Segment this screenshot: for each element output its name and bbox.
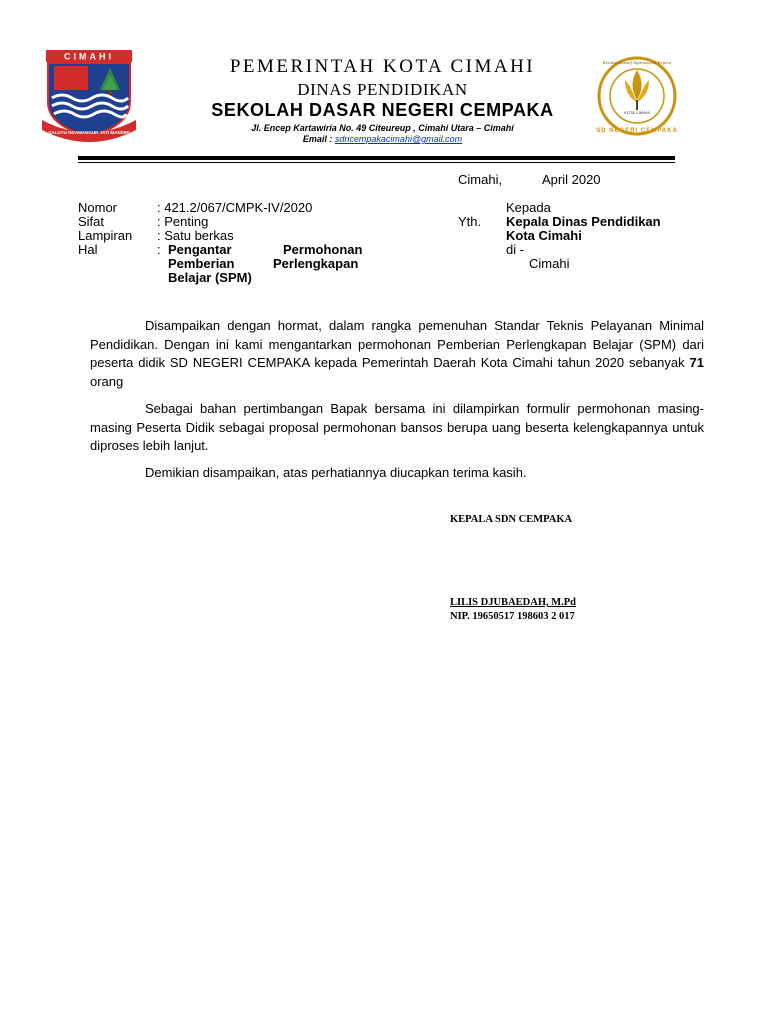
school-email-line <box>160 134 605 144</box>
email-link[interactable]: sdncempakacimahi@gmail.com <box>334 134 463 144</box>
sifat-label: Sifat <box>78 214 105 229</box>
nomor-value: : 421.2/067/CMPK-IV/2020 <box>157 200 313 215</box>
hal-label: Hal <box>78 242 98 257</box>
recipient-di: di - <box>506 242 525 257</box>
svg-text:KOTA CIMAHI: KOTA CIMAHI <box>624 110 650 115</box>
department-heading: DINAS PENDIDIKAN <box>297 80 468 99</box>
sifat-value: : Penting <box>157 214 209 229</box>
hal-line1-left: Pengantar <box>168 242 232 257</box>
hal-line3: Belajar (SPM) <box>168 270 252 285</box>
p2-text: Sebagai bahan pertimbangan Bapak bersama ini dilampirkan formulir permohonan masing-masing Peserta Didik sebagai proposal permohonan bansos berupa uang beserta kelengkapannya untuk diproses lebih lanjut. <box>90 401 704 453</box>
letter-date: April 2020 <box>542 172 601 187</box>
lampiran-value: : Satu berkas <box>157 228 234 243</box>
hal-line2-right: Perlengkapan <box>273 256 359 271</box>
p1-count: 71 <box>689 355 704 370</box>
hal-line2-left: Pemberian <box>168 256 235 271</box>
school-name-heading: SEKOLAH DASAR NEGERI CEMPAKA <box>211 100 554 120</box>
p1-text: Disampaikan dengan hormat, dalam rangka pemenuhan Standar Teknis Pelayanan Minimal Pendidikan. Dengan ini kami mengantarkan permohonan Pemberian Perlengkapan Belajar (SPM) dari peserta didik SD NEGERI CEMPAKA kepada Pemerintah Daerah Kota Cimahi tahun 2020 sebanyak <box>90 318 704 370</box>
sdn-cempaka-emblem-icon <box>595 50 680 138</box>
letter-place: Cimahi, <box>458 172 503 187</box>
svg-text:SD NEGERI CEMPAKA: SD NEGERI CEMPAKA <box>596 128 678 134</box>
signature-nip: NIP. 19650517 198603 2 017 <box>450 611 575 622</box>
p3-text: Demikian disampaikan, atas perhatiannya diucapkan terima kasih. <box>145 465 527 480</box>
body-paragraph-1 <box>90 317 704 391</box>
body-paragraph-2 <box>90 400 704 456</box>
hal-line1-right: Permohonan <box>283 242 363 257</box>
header-rule-thick <box>78 156 675 160</box>
email-label: Email : <box>302 134 335 144</box>
p1-end: orang <box>90 373 124 389</box>
svg-text:Kerukul Insentif Aspirasional: Kerukul Insentif Aspirasional Terpera <box>602 60 672 65</box>
header-rule-thin <box>78 162 675 163</box>
recipient-city: Cimahi <box>529 256 570 271</box>
recipient-line2: Kota Cimahi <box>506 228 582 243</box>
signature-name: LILIS DJUBAEDAH, M.Pd <box>450 597 577 608</box>
cimahi-city-crest-icon <box>40 50 138 142</box>
yth-label: Yth. <box>458 214 482 229</box>
government-heading: PEMERINTAH KOTA CIMAHI <box>229 56 536 77</box>
signature-title: KEPALA SDN CEMPAKA <box>450 514 573 525</box>
svg-text:CIMAHI: CIMAHI <box>64 51 114 62</box>
kepada-label: Kepada <box>506 200 551 215</box>
lampiran-label: Lampiran <box>78 228 133 243</box>
school-address: Jl. Encep Kartawiria No. 49 Citeureup , Cimahi Utara – Cimahi <box>251 123 514 133</box>
hal-colon: : <box>157 242 161 257</box>
body-paragraph-3 <box>90 464 704 483</box>
recipient-line1: Kepala Dinas Pendidikan <box>506 214 661 229</box>
svg-text:SALUYU NGAWANGUN JATI MANDIRI: SALUYU NGAWANGUN JATI MANDIRI <box>48 130 130 135</box>
nomor-label: Nomor <box>78 200 118 215</box>
